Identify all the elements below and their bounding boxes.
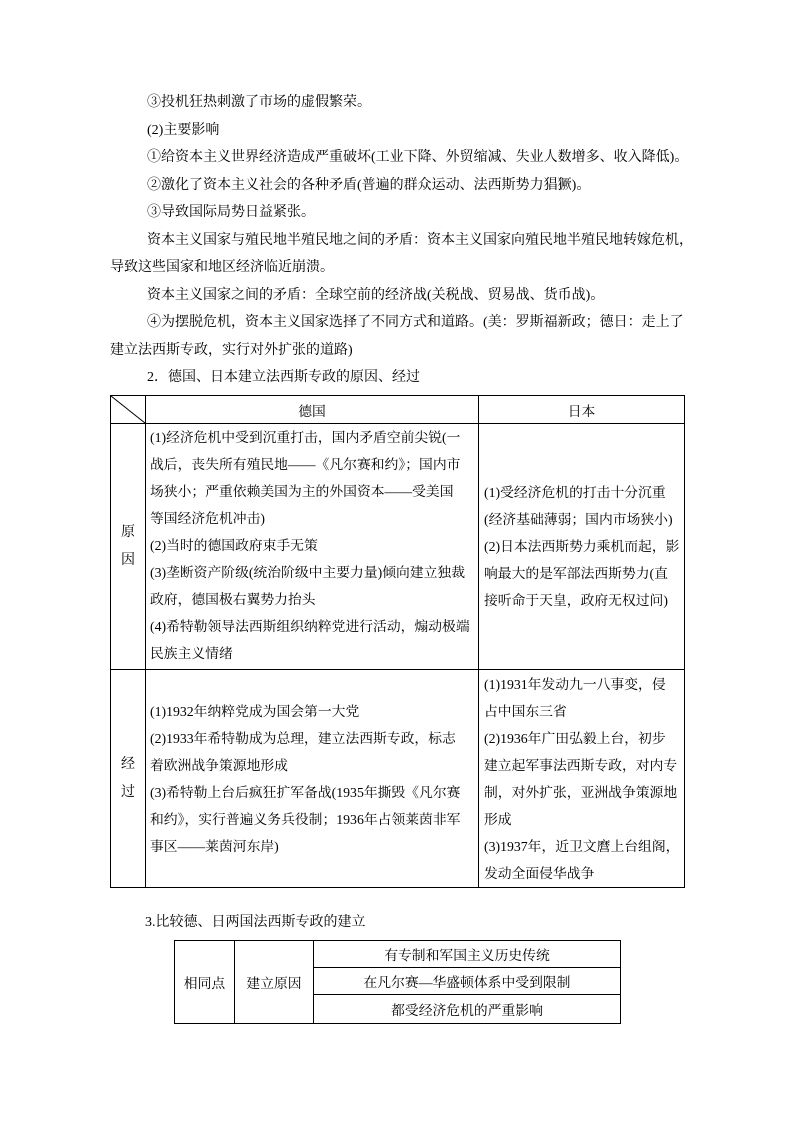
cell-line: 事区——莱茵河东岸) — [150, 838, 279, 854]
table-row-cause — [111, 424, 685, 670]
cell-line: 形成 — [484, 811, 512, 827]
cell-line: 建立起军事法西斯专政，对内专 — [484, 757, 678, 773]
cell-line: 政府，德国极右翼势力抬头 — [150, 592, 316, 607]
germany-japan-fascism-table — [110, 395, 685, 888]
escape-paths-paragraph — [110, 309, 710, 364]
paragraph-line: 建立法西斯专政，实行对外扩张的道路) — [110, 342, 353, 358]
paragraph-line: ④为摆脱危机，资本主义国家选择了不同方式和道路。(美：罗斯福新政；德日：走上了 — [147, 315, 684, 330]
subcategory-cell: 建立原因 — [235, 941, 314, 1024]
comparison-table — [174, 940, 621, 1024]
row-label-cause: 原因 — [121, 524, 135, 568]
cell-line: (4)希特勒领导法西斯组织纳粹党进行活动，煽动极端 — [150, 619, 470, 634]
cell-line: (1)受经济危机的打击十分沉重 — [484, 485, 666, 500]
table-row — [175, 941, 621, 968]
cell-line: 响最大的是军部法西斯势力(直 — [484, 566, 668, 581]
cell-line: (3)1937年，近卫文麿上台组阁， — [484, 838, 680, 854]
table-header-row — [111, 396, 685, 424]
cell-line: 等国经济危机冲击) — [150, 511, 265, 526]
cell-line: 接听命于天皇，政府无权过问) — [484, 593, 668, 608]
paragraph-line: 资本主义国家与殖民地半殖民地之间的矛盾：资本主义国家向殖民地半殖民地转嫁危机， — [147, 232, 693, 248]
impact-heading: (2)主要影响 — [147, 122, 220, 138]
impact-item-2: ②激化了资本主义社会的各种矛盾(普遍的群众运动、法西斯势力猖獗)。 — [147, 177, 591, 193]
impact-item-1: ①给资本主义世界经济造成严重破坏(工业下降、外贸缩减、失业人数增多、收入降低)。 — [147, 150, 689, 165]
section3-title: 3.比较德、日两国法西斯专政的建立 — [145, 915, 366, 930]
cell-line: 和约》，实行普遍义务兵役制；1936年占领莱茵非军 — [150, 811, 461, 827]
row-label-process: 经过 — [121, 756, 135, 800]
impact-item-3: ③导致国际局势日益紧张。 — [147, 205, 315, 220]
category-cell: 相同点 — [175, 941, 235, 1024]
section2-title: 2．德国、日本建立法西斯专政的原因、经过 — [147, 370, 420, 385]
cell-line: 场狭小；严重依赖美国为主的外国资本——受美国 — [150, 484, 454, 499]
cell-line: (1)1932年纳粹党成为国会第一大党 — [150, 703, 360, 719]
cell-line: (1)1931年发动九一八事变，侵 — [484, 676, 666, 692]
paragraph-line: 导致这些国家和地区经济临近崩溃。 — [110, 260, 334, 275]
header-germany: 德国 — [146, 396, 479, 424]
cell-line: 民族主义情绪 — [150, 646, 233, 661]
row-label-cell — [111, 424, 146, 670]
cell-line: (3)希特勒上台后疯狂扩军备战(1935年撕毁《凡尔赛 — [150, 784, 461, 800]
comparison-item: 有专制和军国主义历史传统 — [314, 941, 621, 968]
germany-process-cell — [146, 670, 479, 888]
japan-process-cell — [479, 670, 685, 888]
cell-line: 发动全面侵华战争 — [484, 865, 595, 881]
cell-line: (经济基础薄弱；国内市场狭小) — [484, 512, 673, 527]
cell-line: 占中国东三省 — [484, 703, 567, 719]
interstate-contradiction: 资本主义国家之间的矛盾：全球空前的经济战(关税战、贸易战、货币战)。 — [147, 287, 605, 303]
germany-cause-cell — [146, 424, 479, 670]
diagonal-line — [111, 396, 145, 423]
row-label-cell — [111, 670, 146, 888]
header-japan: 日本 — [479, 396, 685, 424]
cell-line: (3)垄断资产阶级(统治阶级中主要力量)倾向建立独裁 — [150, 565, 466, 580]
japan-cause-cell — [479, 424, 685, 670]
colonial-contradiction-paragraph — [110, 227, 710, 282]
cell-line: 战后，丧失所有殖民地——《凡尔赛和约》；国内市 — [150, 457, 461, 472]
diagonal-header-cell — [111, 396, 146, 424]
table-row-process — [111, 670, 685, 888]
cell-line: (2)1936年广田弘毅上台，初步 — [484, 730, 666, 746]
cell-line: 着欧洲战争策源地形成 — [150, 757, 288, 773]
speculation-point: ③投机狂热刺激了市场的虚假繁荣。 — [147, 95, 371, 110]
cell-line: (2)1933年希特勒成为总理，建立法西斯专政，标志 — [150, 730, 456, 746]
cell-line: 制，对外扩张，亚洲战争策源地 — [484, 784, 678, 800]
cell-line: (1)经济危机中受到沉重打击，国内矛盾空前尖锐(一 — [150, 430, 461, 445]
comparison-item: 都受经济危机的严重影响 — [314, 995, 621, 1024]
cell-line: (2)日本法西斯势力乘机而起，影 — [484, 539, 680, 554]
comparison-item: 在凡尔赛—华盛顿体系中受到限制 — [314, 968, 621, 995]
cell-line: (2)当时的德国政府束手无策 — [150, 538, 318, 553]
body-text — [110, 89, 710, 392]
